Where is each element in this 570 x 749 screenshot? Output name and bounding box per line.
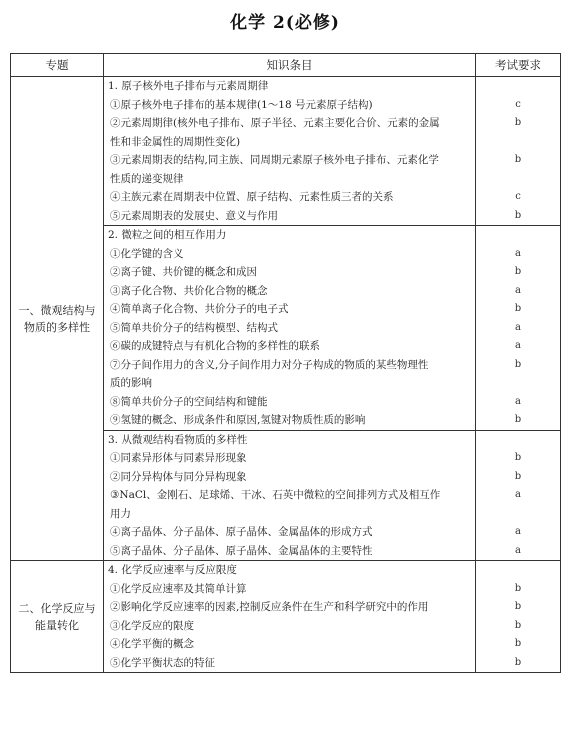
requirement-spacer [476, 374, 560, 393]
section-heading: 1. 原子核外电子排布与元素周期律 [108, 80, 269, 92]
knowledge-item-line: ①原子核外电子排布的基本规律(1～18 号元素原子结构) [110, 98, 373, 111]
knowledge-item-line: ⑤简单共价分子的结构模型、结构式 [110, 321, 278, 334]
knowledge-item-line: ④主族元素在周期表中位置、原子结构、元素性质三者的关系 [110, 191, 394, 203]
topic-name-line: 二、化学反应与 [18, 601, 96, 615]
syllabus-table [10, 53, 561, 673]
section-heading: 3. 从微观结构看物质的多样性 [108, 433, 248, 446]
header-topic: 专题 [11, 54, 104, 77]
knowledge-item-line: ③元素周期表的结构,同主族、同周期元素原子核外电子排布、元素化学 [110, 154, 439, 166]
knowledge-item-line: ①化学反应速率及其简单计算 [110, 582, 247, 595]
knowledge-item-line: ①化学键的含义 [110, 247, 184, 260]
requirement-level: b [514, 209, 522, 221]
requirement-spacer [476, 561, 560, 580]
requirement-level: a [515, 284, 521, 296]
knowledge-item-line: ④化学平衡的概念 [110, 638, 194, 650]
knowledge-item-line: ②影响化学反应速率的因素,控制反应条件在生产和科学研究中的作用 [110, 601, 429, 613]
knowledge-item-line: ⑦分子间作用力的含义,分子间作用力对分子构成的物质的某些物理性 [110, 358, 429, 371]
knowledge-item-line: ③化学反应的限度 [110, 619, 194, 632]
knowledge-item-line: 质的影响 [110, 377, 152, 389]
knowledge-item-line: ⑥碳的成键特点与有机化合物的多样性的联系 [110, 340, 320, 352]
requirement-spacer [476, 505, 560, 524]
requirement-level: b [514, 303, 522, 314]
knowledge-cell [104, 77, 476, 226]
requirement-level: b [514, 452, 522, 463]
requirement-level: a [515, 526, 521, 537]
topic-name-line: 能量转化 [35, 618, 79, 632]
knowledge-item-line: 用力 [110, 507, 131, 520]
requirement-spacer [476, 170, 560, 189]
requirement-spacer [476, 226, 560, 245]
topic-name-line: 物质的多样性 [24, 320, 90, 334]
requirement-level: a [515, 544, 521, 556]
header-requirement: 考试要求 [476, 54, 561, 77]
knowledge-cell [104, 561, 476, 673]
knowledge-item-line: 性和非金属性的周期性变化) [110, 135, 241, 148]
requirement-level: b [514, 638, 522, 649]
knowledge-item-line: ②元素周期律(核外电子排布、原子半径、元素主要化合价、元素的金属 [110, 117, 440, 129]
header-knowledge: 知识条目 [104, 54, 476, 77]
requirement-level: b [514, 582, 522, 594]
requirement-level: b [514, 414, 522, 425]
section-heading: 2. 微粒之间的相互作用力 [108, 229, 227, 241]
knowledge-item-line: ④离子晶体、分子晶体、原子晶体、金属晶体的形成方式 [110, 526, 373, 538]
section-row [11, 77, 561, 226]
requirement-cell [476, 77, 561, 226]
knowledge-item-line: ③离子化合物、共价化合物的概念 [110, 284, 268, 297]
requirement-level: a [515, 247, 521, 259]
requirement-level: b [514, 656, 522, 668]
topic-cell [11, 77, 104, 561]
requirement-level: b [514, 601, 522, 612]
topic-name-line: 一、微观结构与 [18, 303, 96, 317]
requirement-cell [476, 561, 561, 673]
requirement-level: b [514, 266, 522, 277]
requirement-level: b [514, 470, 522, 482]
knowledge-item-line: ⑤元素周期表的发展史、意义与作用 [110, 209, 278, 222]
requirement-spacer [476, 77, 560, 96]
requirement-cell [476, 430, 561, 561]
table-header-row [11, 54, 561, 77]
knowledge-cell [104, 430, 476, 561]
topic-cell [11, 561, 104, 673]
requirement-level: a [515, 395, 521, 407]
knowledge-item-line: ③NaCl、金刚石、足球烯、干冰、石英中微粒的空间排列方式及相互作 [110, 489, 441, 501]
knowledge-item-line: ⑤化学平衡状态的特征 [110, 656, 215, 669]
requirement-spacer [476, 133, 560, 152]
requirement-spacer [476, 431, 560, 450]
requirement-level: a [515, 489, 521, 500]
requirement-level: c [515, 191, 521, 202]
knowledge-item-line: ②离子键、共价键的概念和成因 [110, 266, 257, 278]
requirement-level: b [514, 619, 522, 631]
page-title: 化学 2(必修) [230, 13, 340, 33]
knowledge-item-line: ⑤离子晶体、分子晶体、原子晶体、金属晶体的主要特性 [110, 544, 373, 557]
knowledge-item-line: ②同分异构体与同分异构现象 [110, 470, 247, 483]
knowledge-cell [104, 226, 476, 431]
knowledge-item-line: ⑨氢键的概念、形成条件和原因,氢键对物质性质的影响 [110, 414, 366, 426]
section-row [11, 561, 561, 673]
requirement-level: b [514, 117, 522, 128]
knowledge-item-line: 性质的递变规律 [110, 172, 184, 185]
requirement-level: a [515, 340, 521, 351]
requirement-level: c [515, 98, 521, 110]
requirement-cell [476, 226, 561, 431]
requirement-level: b [514, 154, 522, 165]
section-heading: 4. 化学反应速率与反应限度 [108, 564, 237, 576]
requirement-level: b [514, 358, 522, 370]
requirement-level: a [515, 321, 521, 333]
knowledge-item-line: ⑧简单共价分子的空间结构和键能 [110, 395, 268, 408]
knowledge-item-line: ①同素异形体与同素异形现象 [110, 452, 247, 464]
knowledge-item-line: ④简单离子化合物、共价分子的电子式 [110, 303, 289, 315]
